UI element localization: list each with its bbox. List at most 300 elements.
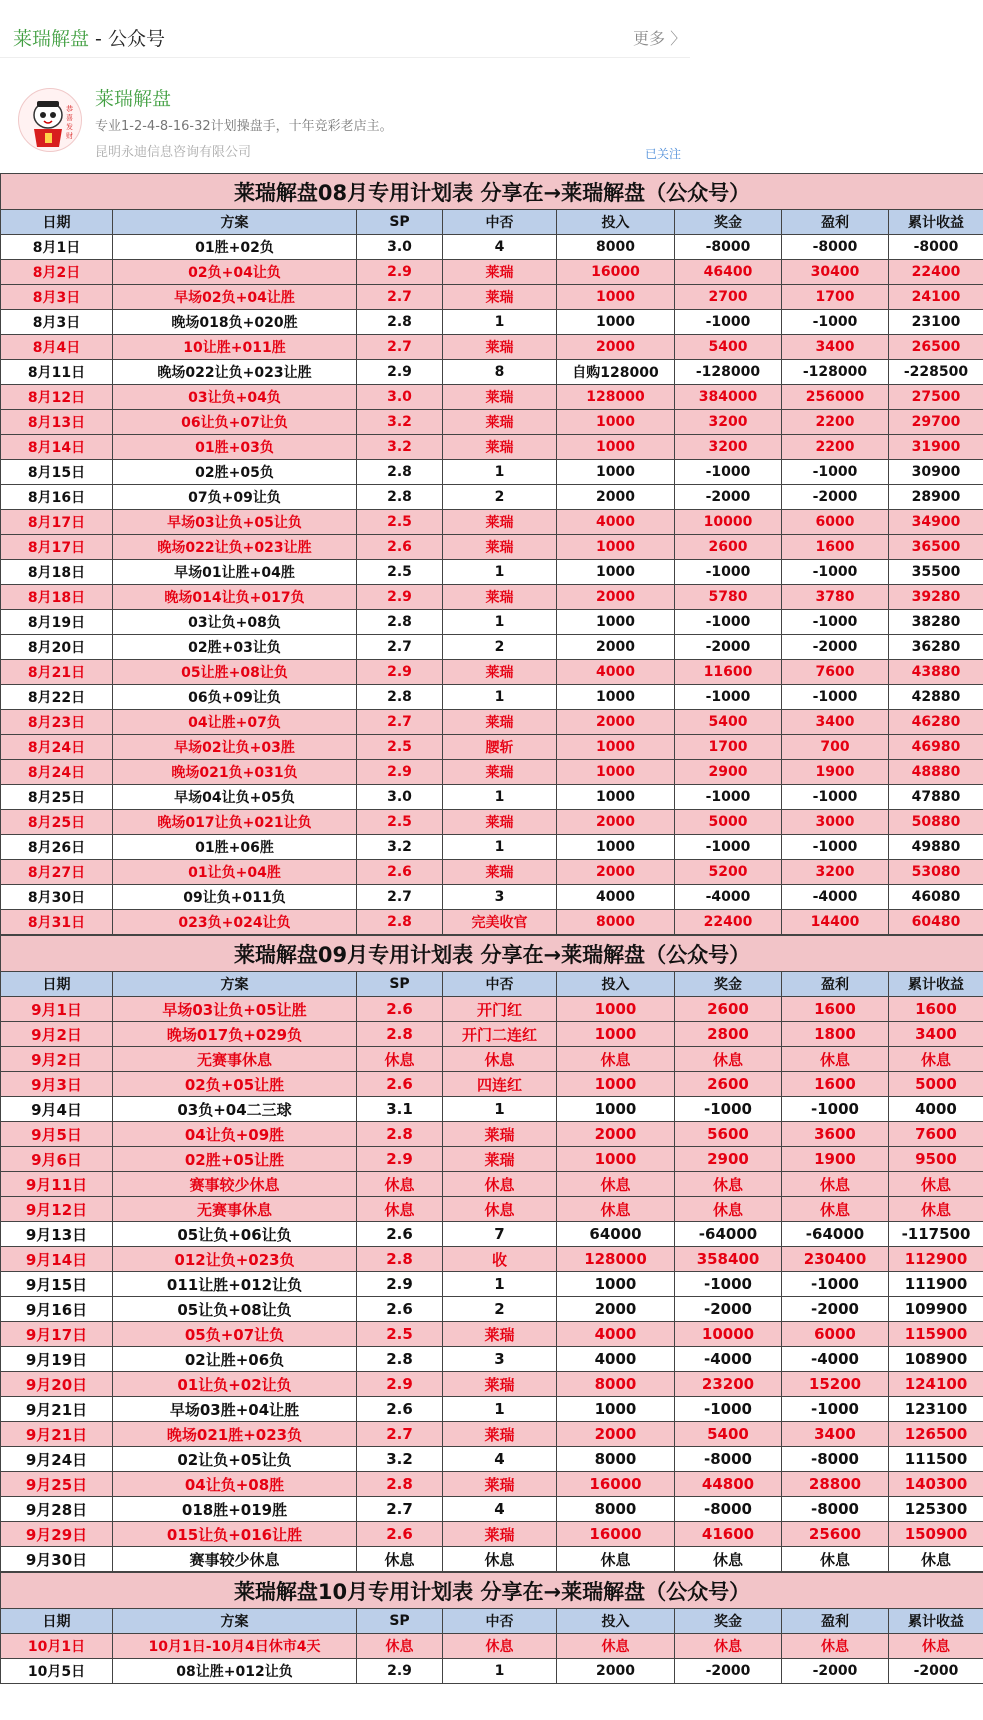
table-cell: 1 xyxy=(443,1397,557,1422)
table-cell: 31900 xyxy=(889,435,983,460)
table-cell: 9月15日 xyxy=(1,1272,113,1297)
table-cell: -2000 xyxy=(782,635,889,660)
table-cell: 3.0 xyxy=(357,785,443,810)
table-cell: 赛事较少休息 xyxy=(113,1547,357,1572)
column-header: 投入 xyxy=(557,1609,675,1634)
table-cell: 46080 xyxy=(889,885,983,910)
table-cell: 莱瑞 xyxy=(443,385,557,410)
table-title-row xyxy=(1,174,983,210)
table-cell: 2.5 xyxy=(357,510,443,535)
table-row xyxy=(1,1322,983,1347)
table-title-row xyxy=(1,936,983,972)
table-cell: 8月24日 xyxy=(1,760,113,785)
table-cell: 150900 xyxy=(889,1522,983,1547)
table-cell: 28900 xyxy=(889,485,983,510)
table-cell: 09让负+011负 xyxy=(113,885,357,910)
table-cell: 5600 xyxy=(675,1122,782,1147)
table-cell: 60480 xyxy=(889,910,983,935)
table-cell: 358400 xyxy=(675,1247,782,1272)
table-row xyxy=(1,1022,983,1047)
table-cell: 012让负+023负 xyxy=(113,1247,357,1272)
brand-link[interactable]: 莱瑞解盘 xyxy=(13,28,90,50)
follow-status[interactable]: 已关注 xyxy=(645,147,682,161)
table-cell: 休息 xyxy=(443,1172,557,1197)
table-cell: 08让胜+012让负 xyxy=(113,1659,357,1684)
column-header: 盈利 xyxy=(782,972,889,997)
column-header: 盈利 xyxy=(782,210,889,235)
table-cell: 1 xyxy=(443,1659,557,1684)
table-cell: 2.6 xyxy=(357,860,443,885)
table-cell: 1900 xyxy=(782,1147,889,1172)
table-cell: 4000 xyxy=(557,1322,675,1347)
table-cell: 43880 xyxy=(889,660,983,685)
table-cell: 1 xyxy=(443,1097,557,1122)
column-header: 盈利 xyxy=(782,1609,889,1634)
table-cell: 5000 xyxy=(889,1072,983,1097)
table-cell: 3400 xyxy=(782,1422,889,1447)
table-cell: 8月15日 xyxy=(1,460,113,485)
table-cell: 7 xyxy=(443,1222,557,1247)
table-cell: 38280 xyxy=(889,610,983,635)
column-header: 奖金 xyxy=(675,972,782,997)
table-cell: 1000 xyxy=(557,1022,675,1047)
table-cell: -1000 xyxy=(675,1097,782,1122)
table-cell: -1000 xyxy=(675,835,782,860)
table-cell: 22400 xyxy=(889,260,983,285)
table-cell: 9月14日 xyxy=(1,1247,113,1272)
table-cell: 9月11日 xyxy=(1,1172,113,1197)
table-cell: 3200 xyxy=(675,435,782,460)
table-cell: 4000 xyxy=(557,510,675,535)
table-cell: 6000 xyxy=(782,1322,889,1347)
table-row xyxy=(1,910,983,935)
table-cell: 休息 xyxy=(675,1634,782,1659)
table-cell: -2000 xyxy=(675,485,782,510)
table-cell: 1000 xyxy=(557,835,675,860)
table-row xyxy=(1,1422,983,1447)
table-cell: 2200 xyxy=(782,435,889,460)
table-cell: 莱瑞 xyxy=(443,660,557,685)
table-cell: 4000 xyxy=(557,1347,675,1372)
table-row xyxy=(1,1347,983,1372)
table-cell: 休息 xyxy=(357,1047,443,1072)
table-row xyxy=(1,360,983,385)
table-cell: 8月1日 xyxy=(1,235,113,260)
table-cell: 8月4日 xyxy=(1,335,113,360)
table-cell: 休息 xyxy=(443,1547,557,1572)
table-cell: 2600 xyxy=(675,997,782,1022)
table-cell: 2.7 xyxy=(357,1422,443,1447)
table-cell: 休息 xyxy=(357,1547,443,1572)
plan-table xyxy=(0,1572,983,1684)
table-cell: 早场03胜+04让胜 xyxy=(113,1397,357,1422)
table-row xyxy=(1,235,983,260)
table-header-row xyxy=(1,210,983,235)
table-cell: 8月19日 xyxy=(1,610,113,635)
table-cell: 8000 xyxy=(557,235,675,260)
table-cell: 01让负+04胜 xyxy=(113,860,357,885)
table-cell: 2.5 xyxy=(357,560,443,585)
table-cell: 2.6 xyxy=(357,1072,443,1097)
table-cell: 8月31日 xyxy=(1,910,113,935)
table-cell: -1000 xyxy=(675,460,782,485)
table-cell: 8月26日 xyxy=(1,835,113,860)
table-cell: 109900 xyxy=(889,1297,983,1322)
table-cell: 4000 xyxy=(889,1097,983,1122)
table-cell: 莱瑞 xyxy=(443,760,557,785)
table-row xyxy=(1,860,983,885)
table-cell: 8月17日 xyxy=(1,510,113,535)
table-cell: 晚场014让负+017负 xyxy=(113,585,357,610)
table-cell: 46400 xyxy=(675,260,782,285)
table-cell: 休息 xyxy=(782,1547,889,1572)
table-cell: 2000 xyxy=(557,1297,675,1322)
table-cell: 无赛事休息 xyxy=(113,1047,357,1072)
table-cell: 05让胜+08让负 xyxy=(113,660,357,685)
table-cell: 9月4日 xyxy=(1,1097,113,1122)
table-cell: 2.9 xyxy=(357,1372,443,1397)
table-row xyxy=(1,385,983,410)
table-cell: 2.6 xyxy=(357,535,443,560)
table-cell: 2.5 xyxy=(357,810,443,835)
account-name[interactable]: 莱瑞解盘 xyxy=(95,88,172,110)
table-cell: 27500 xyxy=(889,385,983,410)
table-row xyxy=(1,1447,983,1472)
column-header: SP xyxy=(357,210,443,235)
table-cell: 8月12日 xyxy=(1,385,113,410)
table-cell: 02负+05让胜 xyxy=(113,1072,357,1097)
table-cell: 8月17日 xyxy=(1,535,113,560)
table-cell: 126500 xyxy=(889,1422,983,1447)
table-cell: -1000 xyxy=(782,310,889,335)
table-cell: 2.6 xyxy=(357,1522,443,1547)
table-cell: 46280 xyxy=(889,710,983,735)
column-header: 方案 xyxy=(113,210,357,235)
table-cell: 休息 xyxy=(557,1047,675,1072)
account-description: 专业1-2-4-8-16-32计划操盘手，十年竞彩老店主。 xyxy=(95,119,393,134)
table-cell: -1000 xyxy=(782,460,889,485)
table-cell: 1000 xyxy=(557,785,675,810)
table-cell: 莱瑞 xyxy=(443,860,557,885)
table-cell: 9月24日 xyxy=(1,1447,113,1472)
table-cell: 06让负+07让负 xyxy=(113,410,357,435)
table-cell: 休息 xyxy=(675,1172,782,1197)
table-cell: -4000 xyxy=(782,885,889,910)
table-cell: -2000 xyxy=(782,485,889,510)
table-cell: -8000 xyxy=(782,1497,889,1522)
table-cell: 2.9 xyxy=(357,260,443,285)
table-row xyxy=(1,1247,983,1272)
table-cell: 晚场021负+031负 xyxy=(113,760,357,785)
table-row xyxy=(1,735,983,760)
svg-text:恭: 恭 xyxy=(66,105,73,113)
table-cell: 3.0 xyxy=(357,235,443,260)
table-cell: 莱瑞 xyxy=(443,1372,557,1397)
table-row xyxy=(1,810,983,835)
table-cell: 莱瑞 xyxy=(443,335,557,360)
table-cell: 5400 xyxy=(675,710,782,735)
table-cell: 7600 xyxy=(782,660,889,685)
table-cell: 自购128000 xyxy=(557,360,675,385)
table-row xyxy=(1,1659,983,1684)
table-cell: 3600 xyxy=(782,1122,889,1147)
table-row xyxy=(1,885,983,910)
table-title: 莱瑞解盘10月专用计划表 分享在→莱瑞解盘（公众号） xyxy=(1,1573,983,1609)
table-row xyxy=(1,1272,983,1297)
table-cell: 休息 xyxy=(675,1047,782,1072)
table-cell: 2.7 xyxy=(357,1497,443,1522)
account-organization: 昆明永迪信息咨询有限公司 xyxy=(95,145,252,160)
avatar[interactable] xyxy=(18,88,82,152)
table-cell: 休息 xyxy=(782,1634,889,1659)
table-cell: 3.1 xyxy=(357,1097,443,1122)
table-cell: -1000 xyxy=(782,560,889,585)
table-cell: 2.8 xyxy=(357,1347,443,1372)
table-cell: -4000 xyxy=(675,885,782,910)
table-cell: 03让负+04负 xyxy=(113,385,357,410)
table-cell: 2000 xyxy=(557,1122,675,1147)
table-cell: 休息 xyxy=(557,1172,675,1197)
mascot-icon xyxy=(19,89,81,151)
column-header: SP xyxy=(357,1609,443,1634)
table-cell: 2.8 xyxy=(357,460,443,485)
table-cell: 5400 xyxy=(675,335,782,360)
table-cell: 晚场022让负+023让胜 xyxy=(113,360,357,385)
table-cell: -1000 xyxy=(782,1272,889,1297)
table-cell: 1 xyxy=(443,310,557,335)
table-cell: 1 xyxy=(443,610,557,635)
plan-table xyxy=(0,935,983,1572)
column-header: 方案 xyxy=(113,1609,357,1634)
table-cell: 023负+024让负 xyxy=(113,910,357,935)
table-cell: 休息 xyxy=(782,1172,889,1197)
table-cell: 1000 xyxy=(557,410,675,435)
table-cell: 赛事较少休息 xyxy=(113,1172,357,1197)
table-cell: 3400 xyxy=(782,335,889,360)
table-cell: 8月27日 xyxy=(1,860,113,885)
table-cell: 230400 xyxy=(782,1247,889,1272)
table-cell: 休息 xyxy=(675,1547,782,1572)
table-cell: 2.7 xyxy=(357,710,443,735)
column-header: 日期 xyxy=(1,210,113,235)
table-cell: 1700 xyxy=(675,735,782,760)
table-cell: 2.9 xyxy=(357,1272,443,1297)
table-cell: 10月1日 xyxy=(1,1634,113,1659)
table-cell: 开门二连红 xyxy=(443,1022,557,1047)
table-row xyxy=(1,1097,983,1122)
table-cell: 011让胜+012让负 xyxy=(113,1272,357,1297)
column-header: 日期 xyxy=(1,1609,113,1634)
table-cell: 2.6 xyxy=(357,997,443,1022)
table-cell: 2 xyxy=(443,1297,557,1322)
table-cell: 50880 xyxy=(889,810,983,835)
table-cell: 256000 xyxy=(782,385,889,410)
table-cell: -8000 xyxy=(889,235,983,260)
table-cell: -1000 xyxy=(782,610,889,635)
table-cell: 4000 xyxy=(557,660,675,685)
table-cell: 124100 xyxy=(889,1372,983,1397)
table-cell: 莱瑞 xyxy=(443,810,557,835)
table-title: 莱瑞解盘09月专用计划表 分享在→莱瑞解盘（公众号） xyxy=(1,936,983,972)
table-cell: -128000 xyxy=(675,360,782,385)
table-cell: 140300 xyxy=(889,1472,983,1497)
table-row xyxy=(1,535,983,560)
table-cell: 2900 xyxy=(675,1147,782,1172)
table-cell: 1900 xyxy=(782,760,889,785)
table-cell: 02负+04让负 xyxy=(113,260,357,285)
column-header: 奖金 xyxy=(675,210,782,235)
column-header: 奖金 xyxy=(675,1609,782,1634)
more-button[interactable]: 更多 〉 xyxy=(633,29,687,48)
table-cell: -8000 xyxy=(675,1497,782,1522)
table-cell: 30900 xyxy=(889,460,983,485)
table-cell: 完美收官 xyxy=(443,910,557,935)
table-cell: 腰斩 xyxy=(443,735,557,760)
table-cell: 1000 xyxy=(557,1097,675,1122)
table-cell: 8月25日 xyxy=(1,785,113,810)
table-cell: -1000 xyxy=(675,560,782,585)
table-cell: 莱瑞 xyxy=(443,535,557,560)
table-cell: 1700 xyxy=(782,285,889,310)
table-cell: 开门红 xyxy=(443,997,557,1022)
column-header: 中否 xyxy=(443,210,557,235)
table-cell: 3.2 xyxy=(357,435,443,460)
table-cell: 莱瑞 xyxy=(443,710,557,735)
table-cell: 晚场017让负+021让负 xyxy=(113,810,357,835)
table-cell: 41600 xyxy=(675,1522,782,1547)
table-cell: -117500 xyxy=(889,1222,983,1247)
table-cell: 2.9 xyxy=(357,660,443,685)
table-cell: -1000 xyxy=(782,1097,889,1122)
table-cell: 05让负+06让负 xyxy=(113,1222,357,1247)
table-cell: 1 xyxy=(443,1272,557,1297)
table-cell: -2000 xyxy=(782,1297,889,1322)
table-cell: 111500 xyxy=(889,1447,983,1472)
table-cell: -1000 xyxy=(675,785,782,810)
table-row xyxy=(1,710,983,735)
table-row xyxy=(1,1497,983,1522)
table-cell: 16000 xyxy=(557,1472,675,1497)
table-row xyxy=(1,1397,983,1422)
table-cell: -1000 xyxy=(675,1272,782,1297)
table-cell: 384000 xyxy=(675,385,782,410)
table-cell: 8月23日 xyxy=(1,710,113,735)
table-cell: -2000 xyxy=(675,1297,782,1322)
table-cell: 8月25日 xyxy=(1,810,113,835)
table-cell: 01胜+03负 xyxy=(113,435,357,460)
table-cell: 8月18日 xyxy=(1,560,113,585)
table-cell: 休息 xyxy=(443,1634,557,1659)
table-cell: 8000 xyxy=(557,1447,675,1472)
table-row xyxy=(1,560,983,585)
table-cell: 2.7 xyxy=(357,285,443,310)
table-cell: 莱瑞 xyxy=(443,1422,557,1447)
table-cell: 2.6 xyxy=(357,1397,443,1422)
table-row xyxy=(1,310,983,335)
table-cell: 8月20日 xyxy=(1,635,113,660)
plan-table xyxy=(0,173,983,935)
column-header: 投入 xyxy=(557,972,675,997)
table-cell: 03让负+08负 xyxy=(113,610,357,635)
divider xyxy=(0,57,690,58)
table-row xyxy=(1,285,983,310)
table-cell: 42880 xyxy=(889,685,983,710)
table-cell: -1000 xyxy=(675,310,782,335)
table-cell: 休息 xyxy=(889,1197,983,1222)
table-cell: 2.7 xyxy=(357,885,443,910)
table-cell: 休息 xyxy=(443,1047,557,1072)
table-row xyxy=(1,410,983,435)
table-row xyxy=(1,785,983,810)
table-cell: 晚场017负+029负 xyxy=(113,1022,357,1047)
table-cell: 3.0 xyxy=(357,385,443,410)
table-cell: 2000 xyxy=(557,585,675,610)
table-cell: 112900 xyxy=(889,1247,983,1272)
table-cell: 早场03让负+05让负 xyxy=(113,510,357,535)
table-cell: 03负+04二三球 xyxy=(113,1097,357,1122)
table-cell: 8月30日 xyxy=(1,885,113,910)
table-cell: 01胜+06胜 xyxy=(113,835,357,860)
table-cell: 早场03让负+05让胜 xyxy=(113,997,357,1022)
table-cell: 9月19日 xyxy=(1,1347,113,1372)
table-cell: 39280 xyxy=(889,585,983,610)
table-cell: 1000 xyxy=(557,760,675,785)
table-cell: 8月14日 xyxy=(1,435,113,460)
table-cell: 3.2 xyxy=(357,835,443,860)
table-cell: 1000 xyxy=(557,1072,675,1097)
table-cell: 2.8 xyxy=(357,910,443,935)
table-row xyxy=(1,1634,983,1659)
table-cell: 1000 xyxy=(557,1397,675,1422)
table-cell: 9月12日 xyxy=(1,1197,113,1222)
table-cell: 莱瑞 xyxy=(443,1122,557,1147)
table-cell: 1000 xyxy=(557,285,675,310)
table-cell: 2700 xyxy=(675,285,782,310)
table-cell: 2.8 xyxy=(357,1122,443,1147)
table-cell: 115900 xyxy=(889,1322,983,1347)
table-cell: 9500 xyxy=(889,1147,983,1172)
table-cell: 9月13日 xyxy=(1,1222,113,1247)
column-header: 日期 xyxy=(1,972,113,997)
table-cell: -2000 xyxy=(889,1659,983,1684)
table-cell: 2.6 xyxy=(357,1297,443,1322)
table-cell: 128000 xyxy=(557,385,675,410)
table-cell: 早场02负+04让胜 xyxy=(113,285,357,310)
table-cell: 05让负+08让负 xyxy=(113,1297,357,1322)
table-cell: 25600 xyxy=(782,1522,889,1547)
table-cell: 5000 xyxy=(675,810,782,835)
plan-tables xyxy=(0,173,983,1684)
table-cell: 休息 xyxy=(889,1634,983,1659)
table-cell: 11600 xyxy=(675,660,782,685)
table-row xyxy=(1,685,983,710)
table-cell: 2900 xyxy=(675,760,782,785)
table-row xyxy=(1,635,983,660)
table-cell: 早场04让负+05负 xyxy=(113,785,357,810)
table-cell: 24100 xyxy=(889,285,983,310)
table-cell: 1 xyxy=(443,460,557,485)
table-cell: 9月21日 xyxy=(1,1422,113,1447)
table-cell: 8 xyxy=(443,360,557,385)
table-cell: 4 xyxy=(443,235,557,260)
table-cell: -128000 xyxy=(782,360,889,385)
table-cell: 28800 xyxy=(782,1472,889,1497)
table-row xyxy=(1,260,983,285)
table-row xyxy=(1,1472,983,1497)
table-cell: 2.9 xyxy=(357,360,443,385)
table-cell: 1000 xyxy=(557,610,675,635)
table-cell: 01让负+02让负 xyxy=(113,1372,357,1397)
